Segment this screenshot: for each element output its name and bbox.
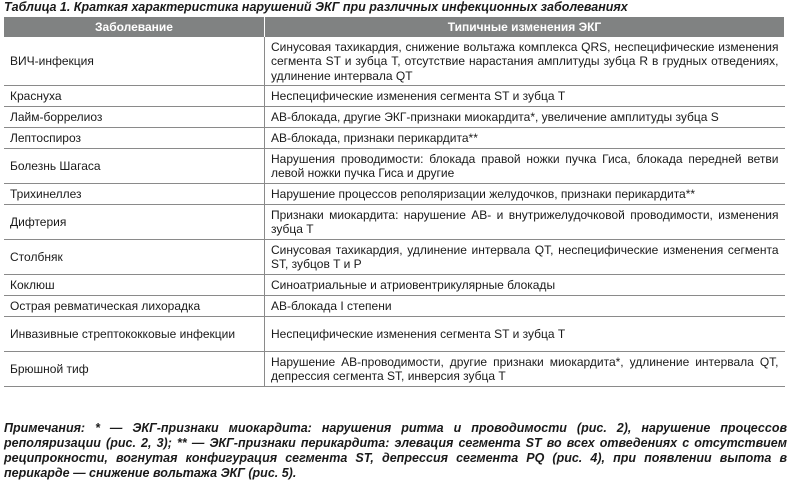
disease-cell: Трихинеллез — [4, 183, 265, 204]
disease-cell: Коклюш — [4, 274, 265, 295]
table-row — [4, 351, 785, 386]
ecg-changes-cell: Нарушения проводимости: блокада правой ножки пучка Гиса, блокада передней ветви левой ножки пучка Гиса и другие — [265, 148, 785, 183]
ecg-changes-cell: Синоатриальные и атриовентрикулярные блокады — [265, 274, 785, 295]
table-row — [4, 183, 785, 204]
ecg-changes-cell: Признаки миокардита: нарушение АВ- и внутрижелудочковой проводимости, изменения зубца T — [265, 204, 785, 239]
ecg-changes-cell: Неспецифические изменения сегмента ST и зубца T — [265, 85, 785, 106]
disease-cell: Острая ревматическая лихорадка — [4, 295, 265, 316]
header-disease: Заболевание — [4, 17, 265, 37]
ecg-changes-cell: Синусовая тахикардия, снижение вольтажа комплекса QRS, неспецифические изменения сегмента ST и зубца T, отсутствие нарастания амплитуды зубца R в грудных отведениях, удлинение интервала QT — [265, 37, 785, 85]
table-row — [4, 316, 785, 351]
table-row — [4, 204, 785, 239]
disease-cell: Брюшной тиф — [4, 351, 265, 386]
disease-cell: Краснуха — [4, 85, 265, 106]
table-row — [4, 274, 785, 295]
table-notes: Примечания: * — ЭКГ-признаки миокардита: нарушения ритма и проводимости (рис. 2), нарушение процессов реполяризации (рис. 2, 3); ** — ЭКГ-признаки перикардита: элевация сегмента ST во всех отведениях с отсутствием реципрокности, вогнутая конфигурация сегмента ST, депрессия сегмента PQ (рис. 4), при появлении выпота в перикарде — снижение вольтажа ЭКГ (рис. 5). — [4, 421, 787, 480]
disease-cell: Столбняк — [4, 239, 265, 274]
ecg-table — [4, 17, 785, 387]
table-row — [4, 127, 785, 148]
disease-cell: ВИЧ-инфекция — [4, 37, 265, 85]
ecg-changes-cell: АВ-блокада I степени — [265, 295, 785, 316]
ecg-changes-cell: Синусовая тахикардия, удлинение интервала QT, неспецифические изменения сегмента ST, зубцов T и P — [265, 239, 785, 274]
disease-cell: Лептоспироз — [4, 127, 265, 148]
table-row — [4, 148, 785, 183]
disease-cell: Инвазивные стрептококковые инфекции — [4, 316, 265, 351]
disease-cell: Дифтерия — [4, 204, 265, 239]
table-row — [4, 295, 785, 316]
header-ecg-changes: Типичные изменения ЭКГ — [265, 17, 785, 37]
disease-cell: Лайм-боррелиоз — [4, 106, 265, 127]
ecg-changes-cell: АВ-блокада, признаки перикардита** — [265, 127, 785, 148]
table-header-row — [4, 17, 785, 37]
table-row — [4, 85, 785, 106]
ecg-changes-cell: Нарушение АВ-проводимости, другие признаки миокардита*, удлинение интервала QT, депрессия сегмента ST, инверсия зубца T — [265, 351, 785, 386]
ecg-changes-cell: Нарушение процессов реполяризации желудочков, признаки перикардита** — [265, 183, 785, 204]
table-row — [4, 239, 785, 274]
table-row — [4, 37, 785, 85]
ecg-changes-cell: Неспецифические изменения сегмента ST и зубца T — [265, 316, 785, 351]
ecg-changes-cell: АВ-блокада, другие ЭКГ-признаки миокардита*, увеличение амплитуды зубца S — [265, 106, 785, 127]
table-caption: Таблица 1. Краткая характеристика нарушений ЭКГ при различных инфекционных заболеваниях — [4, 0, 628, 14]
table-row — [4, 106, 785, 127]
disease-cell: Болезнь Шагаса — [4, 148, 265, 183]
